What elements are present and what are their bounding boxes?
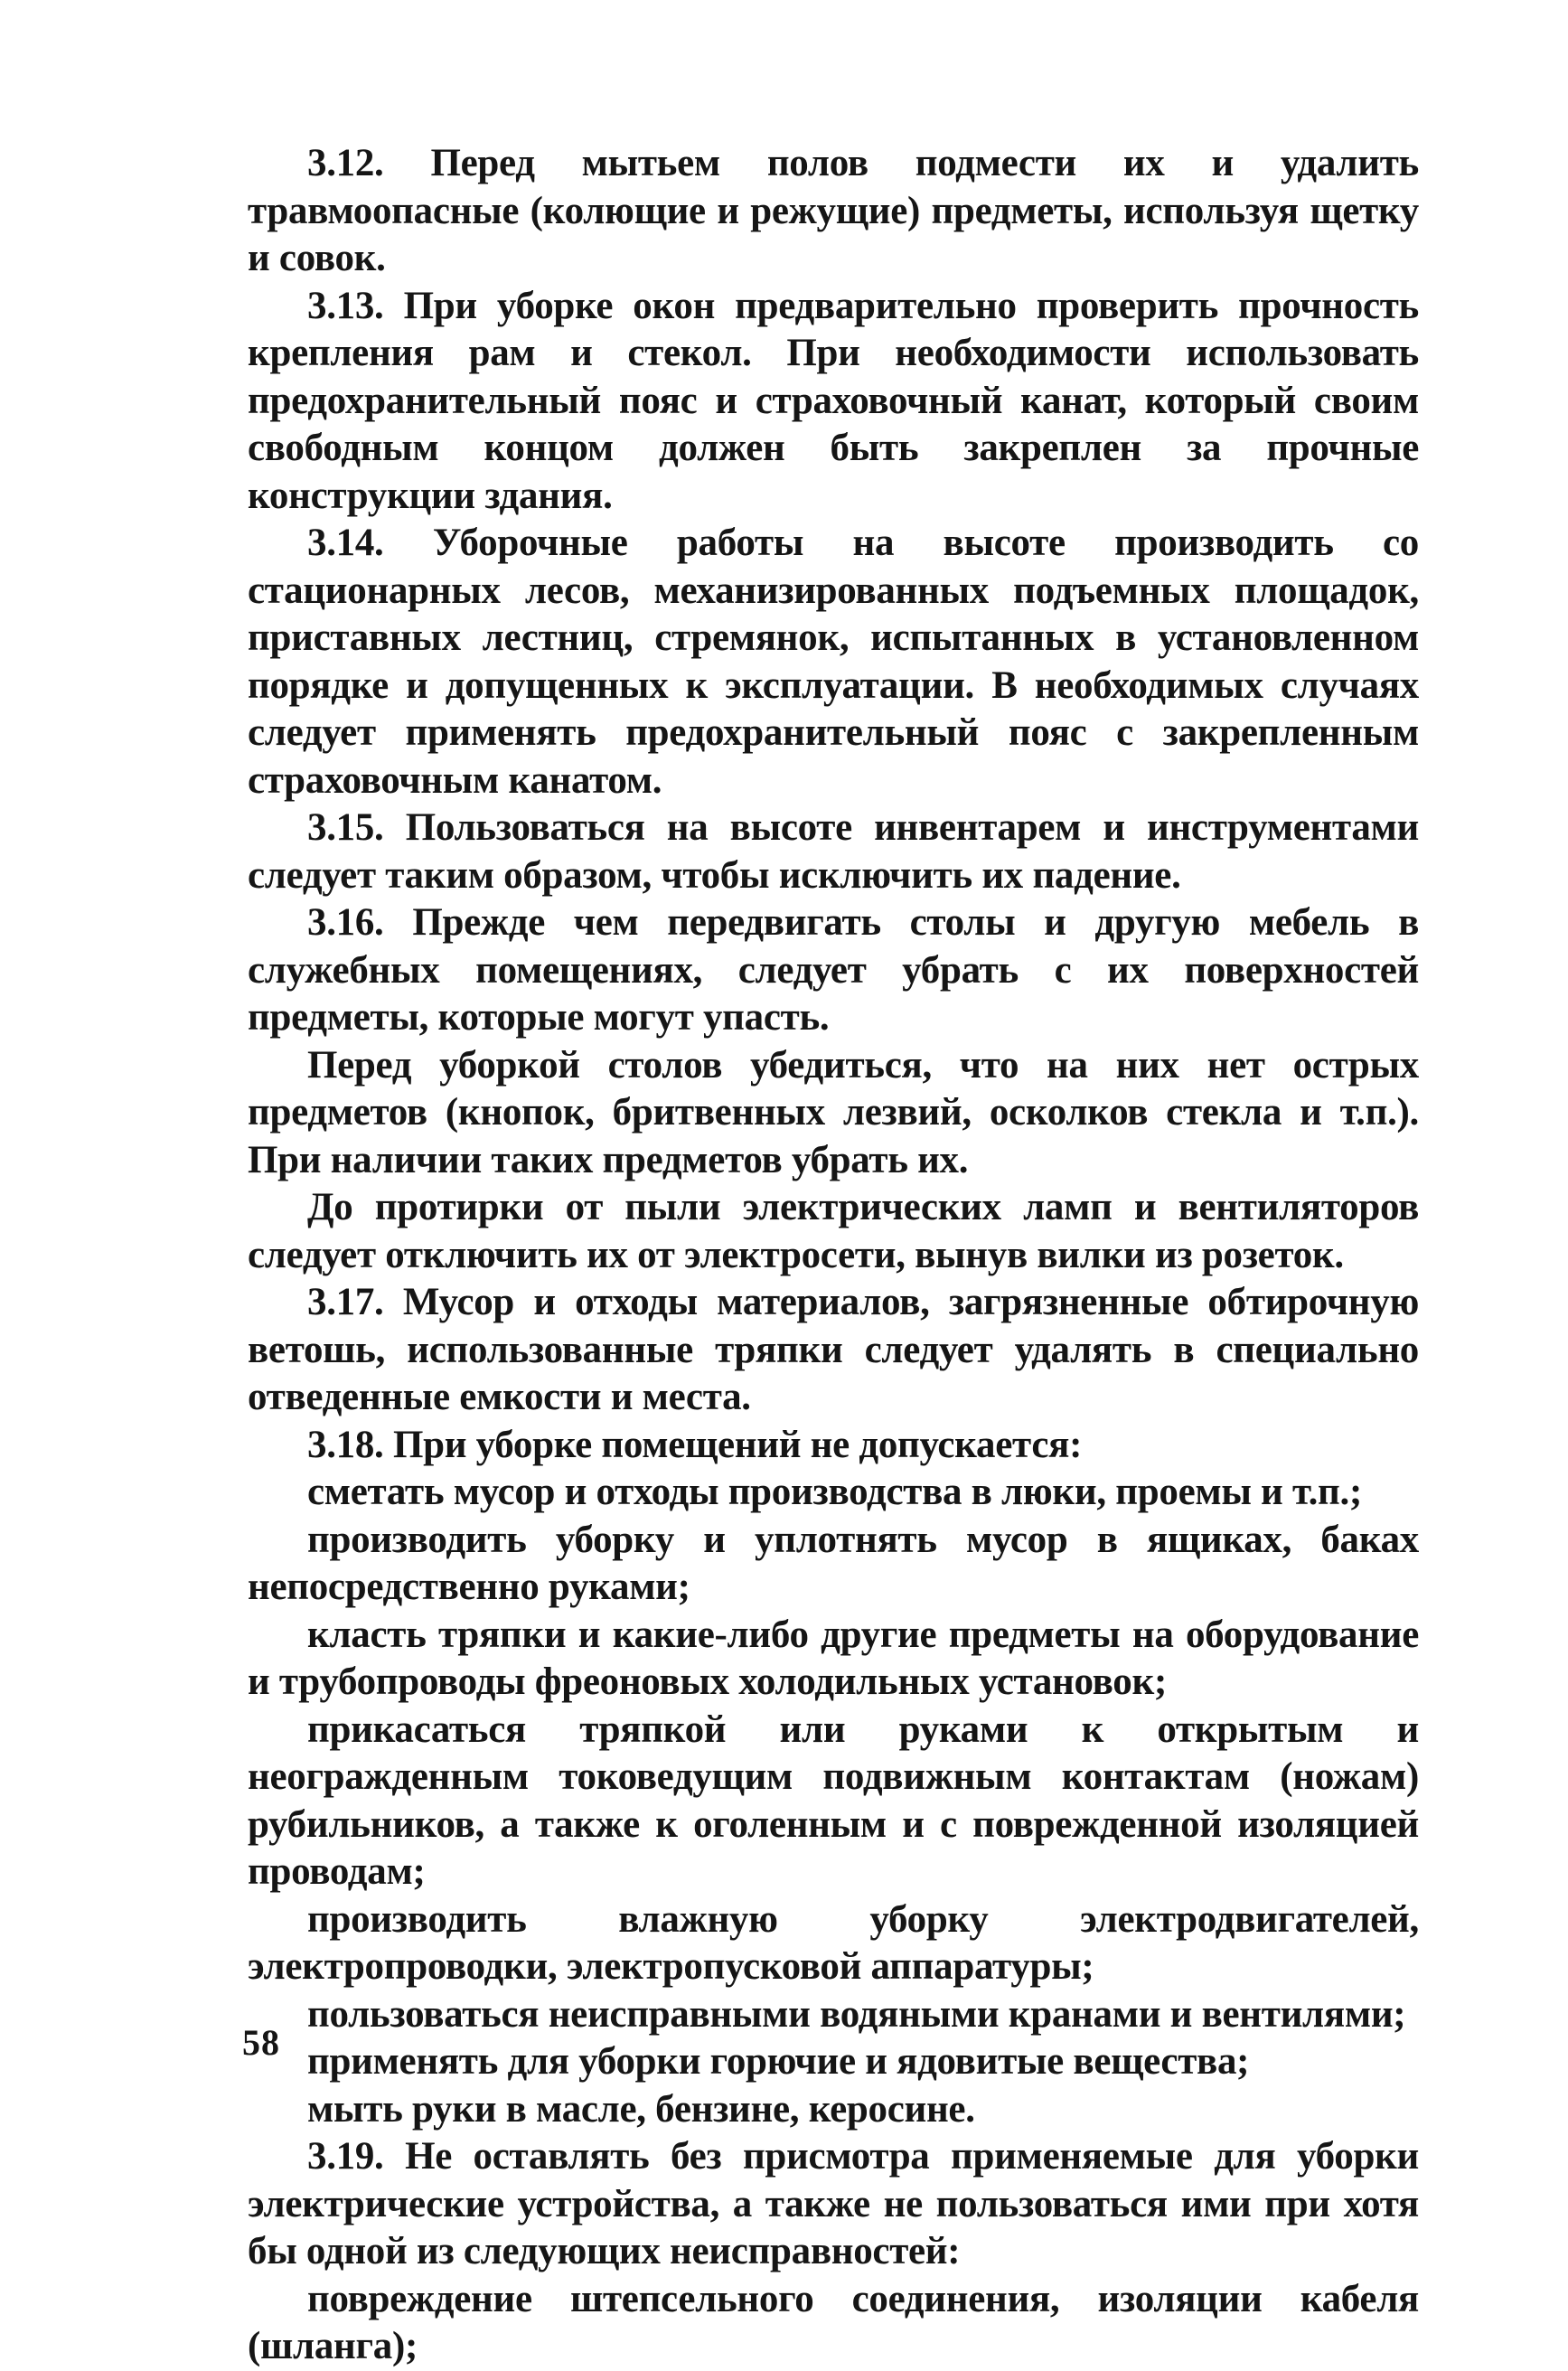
- list-item: [248, 1707, 1419, 1896]
- paragraph-text: пользоваться неисправными водяными кранами и вентилями;: [307, 1992, 1406, 2036]
- paragraph: [248, 2133, 1419, 2276]
- list-item: [248, 1612, 1419, 1707]
- list-item: [248, 2276, 1419, 2371]
- paragraph-text: Перед мытьем полов подмести их и удалить травмоопасные (колющие и режущие) предметы, используя щетку и совок.: [248, 142, 1419, 279]
- body-text: [248, 140, 1419, 2371]
- list-item: [248, 1896, 1419, 1991]
- paragraph-text: Уборочные работы на высоте производить со стационарных лесов, механизированных подъемных площадок, приставных лестниц, стремянок, испытанных в установленном порядке и допущенных к эксплуатации. В необходимых случаях следует применять предохранительный пояс с закрепленным страховочным канатом.: [248, 522, 1420, 802]
- paragraph: [248, 899, 1419, 1042]
- paragraph-text: Пользоваться на высоте инвентарем и инструментами следует таким образом, чтобы исключить их падение.: [248, 806, 1419, 897]
- paragraph: [248, 1422, 1419, 1470]
- clause-number: 3.13.: [307, 284, 384, 327]
- clause-number: 3.18.: [307, 1423, 384, 1466]
- page-number: 58: [242, 2022, 280, 2063]
- paragraph-text: применять для уборки горючие и ядовитые вещества;: [307, 2040, 1250, 2083]
- paragraph-text: Прежде чем передвигать столы и другую мебель в служебных помещениях, следует убрать с их поверхностей предметы, которые могут упасть.: [248, 901, 1420, 1039]
- clause-number: 3.14.: [307, 522, 384, 564]
- paragraph-text: При уборке помещений не допускается:: [392, 1423, 1083, 1466]
- paragraph: [248, 140, 1419, 283]
- list-item: [248, 1469, 1419, 1517]
- paragraph-text: При уборке окон предварительно проверить прочность крепления рам и стекол. При необходимости использовать предохранительный пояс и страховочный канат, который своим свободным концом должен быть закреплен за прочные конструкции здания.: [248, 284, 1419, 517]
- clause-number: 3.12.: [307, 142, 384, 184]
- paragraph-text: Мусор и отходы материалов, загрязненные обтирочную ветошь, использованные тряпки следует удалять в специально отведенные емкости и места.: [248, 1281, 1420, 1418]
- clause-number: 3.19.: [307, 2135, 384, 2178]
- list-item: [248, 2086, 1419, 2134]
- list-item: [248, 1991, 1419, 2039]
- paragraph-text: Перед уборкой столов убедиться, что на них нет острых предметов (кнопок, бритвенных лезвий, осколков стекла и т.п.). При наличии таких предметов убрать их.: [248, 1043, 1419, 1181]
- clause-number: 3.16.: [307, 901, 384, 944]
- paragraph: [248, 1184, 1419, 1279]
- paragraph: [248, 1279, 1419, 1422]
- paragraph-text: класть тряпки и какие-либо другие предметы на оборудование и трубопроводы фреоновых холодильных установок;: [248, 1613, 1419, 1703]
- paragraph-text: прикасаться тряпкой или руками к открытым и неогражденным токоведущим подвижным контактам (ножам) рубильников, а также к оголенным и с поврежденной изоляцией проводам;: [248, 1708, 1419, 1893]
- clause-number: 3.17.: [307, 1281, 384, 1323]
- paragraph-text: повреждение штепсельного соединения, изоляции кабеля (шланга);: [248, 2277, 1419, 2367]
- paragraph: [248, 520, 1419, 804]
- paragraph-text: сметать мусор и отходы производства в люки, проемы и т.п.;: [307, 1471, 1362, 1513]
- paragraph: [248, 1042, 1419, 1185]
- clause-number: 3.15.: [307, 806, 384, 849]
- list-item: [248, 1517, 1419, 1612]
- paragraph-text: Не оставлять без присмотра применяемые для уборки электрические устройства, а также не пользоваться ими при хотя бы одной из следующих неисправностей:: [248, 2135, 1420, 2272]
- list-item: [248, 2038, 1419, 2086]
- paragraph-text: производить влажную уборку электродвигателей, электропроводки, электропусковой аппаратуры;: [248, 1897, 1419, 1988]
- paragraph: [248, 804, 1419, 899]
- paragraph-text: До протирки от пыли электрических ламп и вентиляторов следует отключить их от электросети, вынув вилки из розеток.: [248, 1186, 1419, 1276]
- paragraph: [248, 283, 1419, 521]
- paragraph-text: мыть руки в масле, бензине, керосине.: [307, 2087, 975, 2131]
- paragraph-text: производить уборку и уплотнять мусор в ящиках, баках непосредственно руками;: [248, 1518, 1419, 1608]
